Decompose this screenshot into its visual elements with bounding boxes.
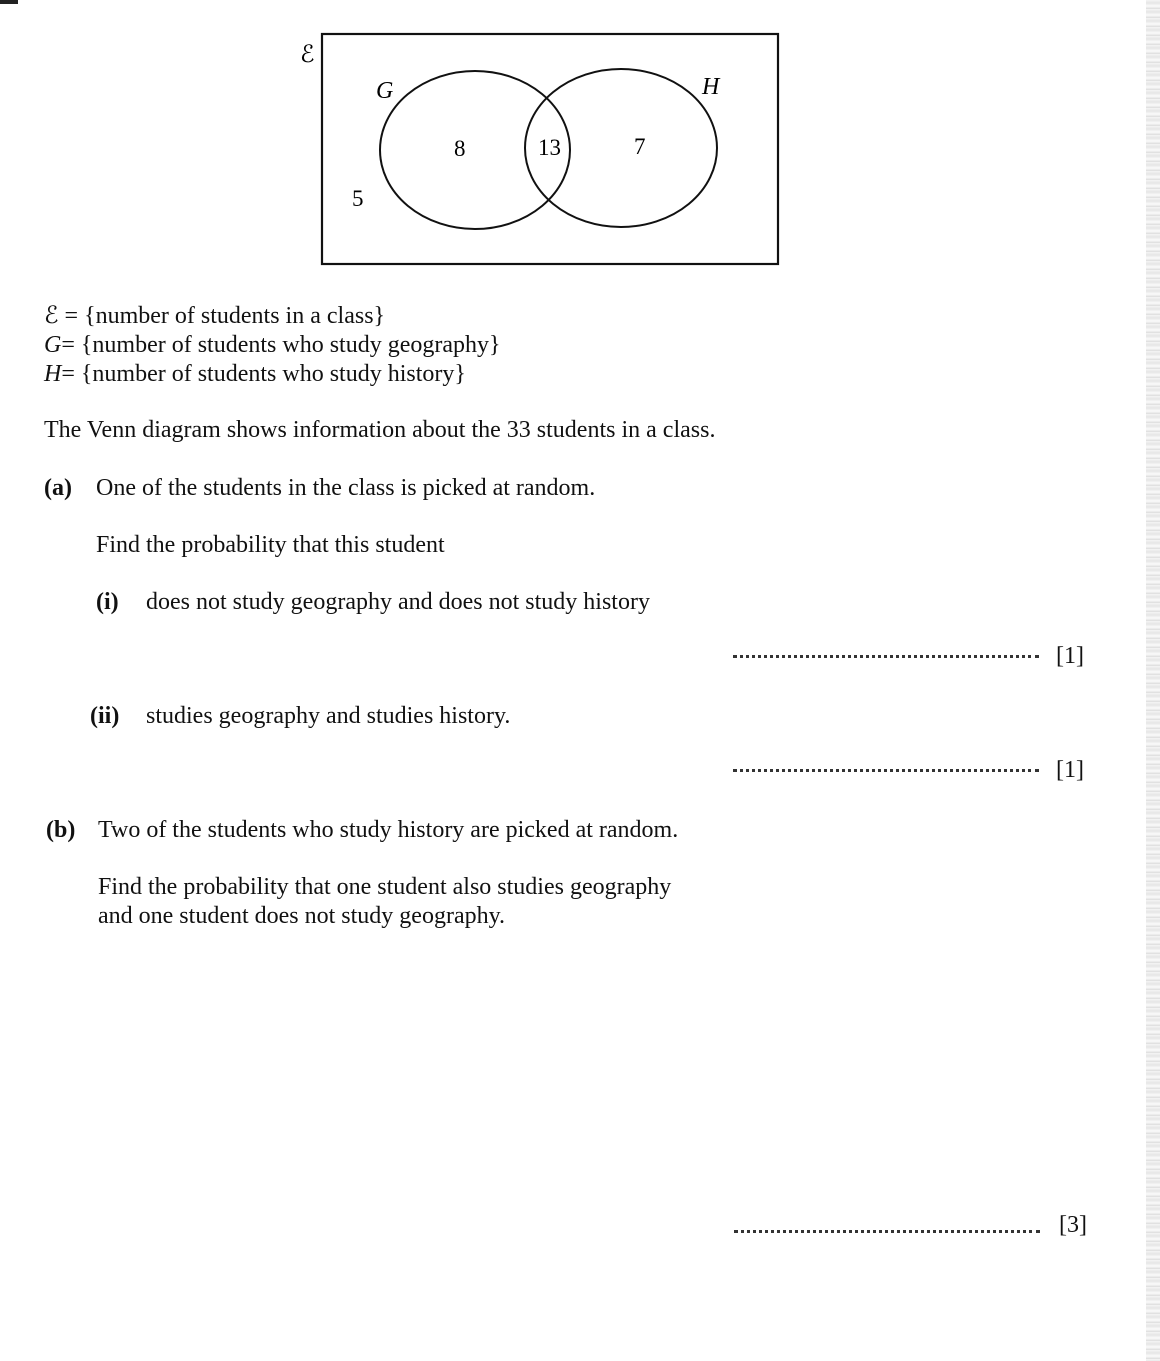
region-outside: 5 [352, 186, 364, 211]
set-h-label: H [702, 74, 720, 100]
marks-b: [3] [1059, 1212, 1087, 1238]
definition-symbol: G [44, 332, 62, 358]
definition-text: = {number of students who study history} [61, 361, 466, 387]
answer-line-a-ii[interactable] [733, 769, 1039, 772]
part-b-instruction-line2: and one student does not study geography. [98, 903, 506, 929]
part-a-i-text: does not study geography and does not study history [146, 589, 650, 615]
venn-diagram [280, 20, 800, 280]
set-g-label: G [376, 78, 394, 104]
region-h-only: 7 [634, 134, 646, 159]
part-a-instruction: Find the probability that this student [96, 532, 445, 558]
part-a-ii-text: studies geography and studies history. [146, 703, 511, 729]
definition-h [44, 360, 466, 389]
region-g-and-h: 13 [538, 135, 561, 160]
region-g-only: 8 [454, 136, 466, 161]
universal-set-symbol: ℰ [300, 42, 315, 68]
definition-text: = {number of students who study geography} [61, 332, 501, 358]
part-b-instruction-line1: Find the probability that one student also studies geography [98, 874, 672, 900]
definition-symbol: ℰ [44, 303, 59, 329]
part-b-label: (b) [46, 817, 76, 843]
marks-a-ii: [1] [1056, 757, 1084, 783]
definition-g [44, 331, 501, 360]
part-a-label: (a) [44, 475, 72, 501]
part-a-i-label: (i) [96, 589, 119, 615]
page-edge-mark [0, 0, 18, 4]
answer-line-b[interactable] [734, 1230, 1040, 1233]
marks-a-i: [1] [1056, 643, 1084, 669]
scanned-page-edge [1146, 0, 1160, 1361]
answer-line-a-i[interactable] [733, 655, 1039, 658]
definition-text: = {number of students in a class} [64, 303, 386, 329]
part-b-text: Two of the students who study history are picked at random. [98, 817, 679, 843]
intro-text: The Venn diagram shows information about the 33 students in a class. [44, 417, 716, 443]
definition-universal [44, 302, 385, 331]
part-a-text: One of the students in the class is picked at random. [96, 475, 596, 501]
part-a-ii-label: (ii) [90, 703, 120, 729]
definition-symbol: H [44, 361, 62, 387]
